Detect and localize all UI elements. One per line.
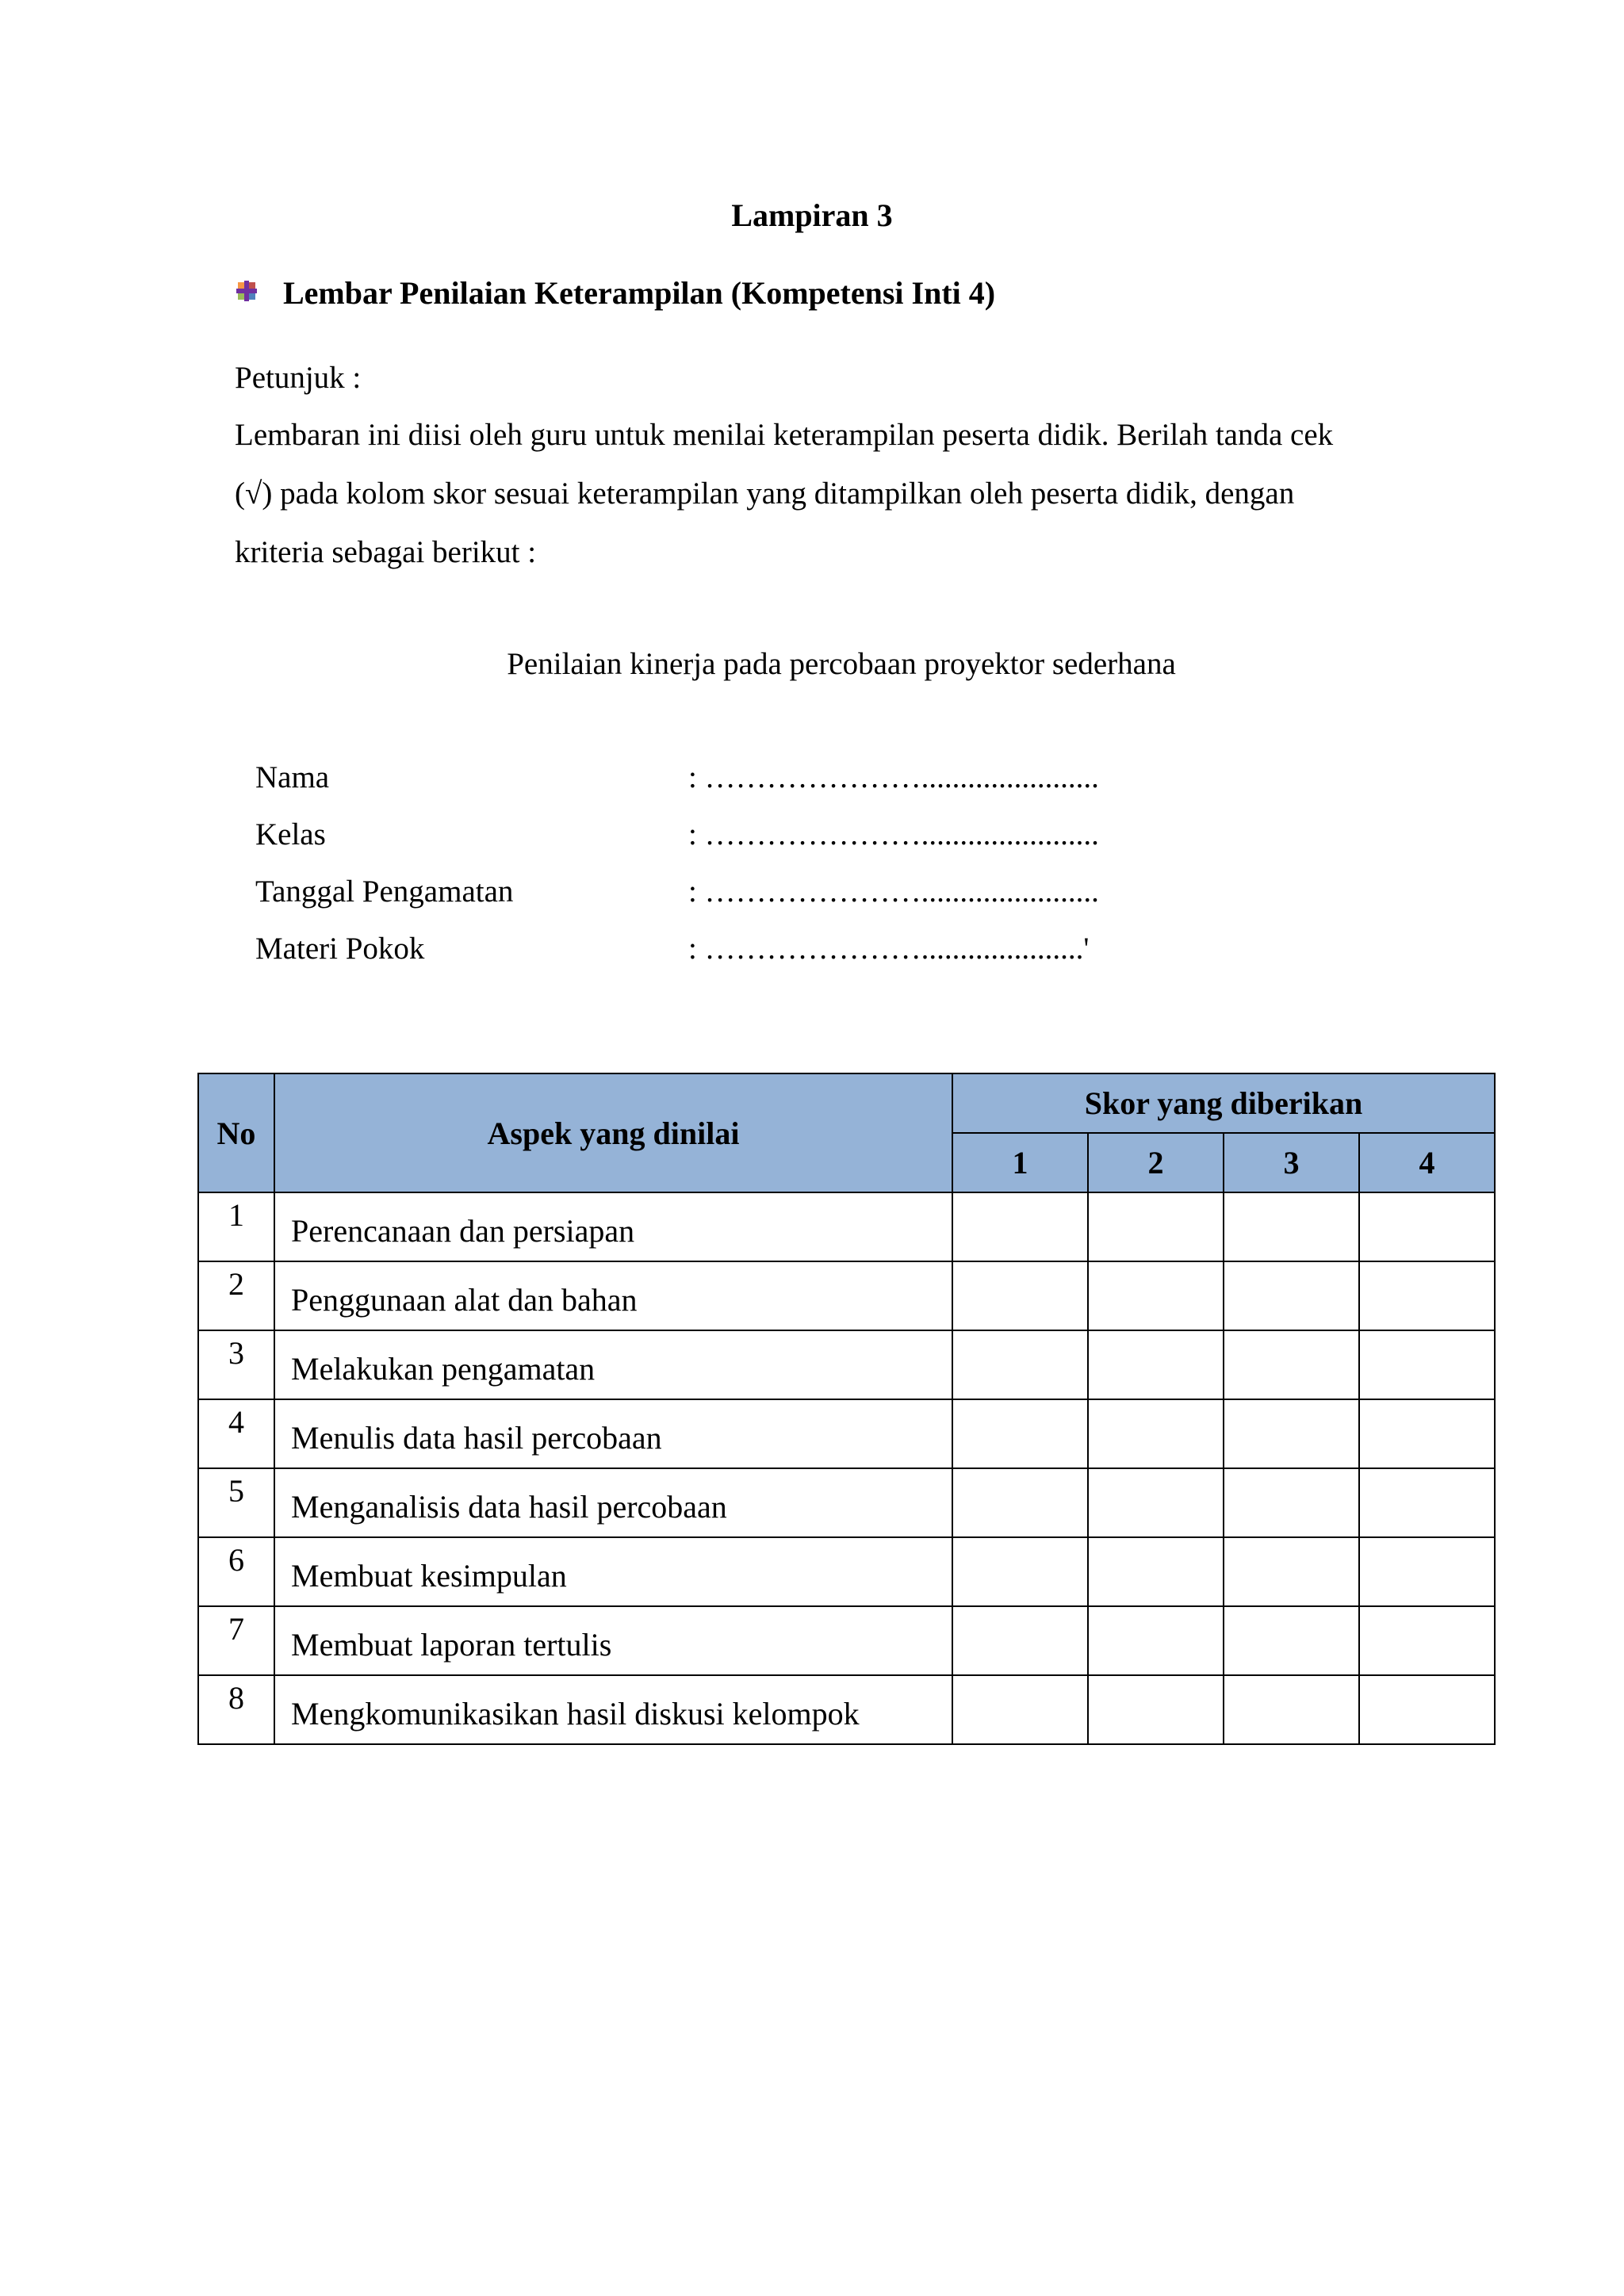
score-cell-2[interactable] [1088, 1606, 1224, 1675]
score-cell-4[interactable] [1359, 1330, 1495, 1399]
field-label-materi: Materi Pokok [255, 932, 425, 966]
score-cell-1[interactable] [952, 1330, 1088, 1399]
assessment-subtitle: Penilaian kinerja pada percobaan proyektor sederhana [507, 647, 1176, 681]
row-number: 8 [198, 1675, 274, 1744]
score-cell-3[interactable] [1224, 1675, 1359, 1744]
score-cell-3[interactable] [1224, 1261, 1359, 1330]
row-number: 1 [198, 1192, 274, 1261]
row-aspect: Penggunaan alat dan bahan [274, 1261, 952, 1330]
instructions-line-3: kriteria sebagai berikut : [235, 535, 537, 569]
score-cell-3[interactable] [1224, 1192, 1359, 1261]
score-cell-4[interactable] [1359, 1261, 1495, 1330]
table-row [198, 1261, 1495, 1330]
header-score-2: 2 [1088, 1133, 1224, 1192]
score-cell-4[interactable] [1359, 1192, 1495, 1261]
field-label-kelas: Kelas [255, 817, 326, 851]
score-cell-3[interactable] [1224, 1330, 1359, 1399]
row-aspect: Membuat kesimpulan [274, 1537, 952, 1606]
section-title: Lembar Penilaian Keterampilan (Kompetensi Inti 4) [283, 275, 996, 311]
score-cell-2[interactable] [1088, 1468, 1224, 1537]
score-cell-4[interactable] [1359, 1675, 1495, 1744]
field-value-nama: : …………………....................... [688, 760, 1099, 794]
score-table [197, 1073, 1496, 1745]
field-value-materi: : ………………….....................' [688, 932, 1090, 966]
row-number: 7 [198, 1606, 274, 1675]
table-row [198, 1675, 1495, 1744]
score-cell-4[interactable] [1359, 1468, 1495, 1537]
score-cell-4[interactable] [1359, 1606, 1495, 1675]
table-row [198, 1606, 1495, 1675]
score-cell-1[interactable] [952, 1468, 1088, 1537]
row-number: 6 [198, 1537, 274, 1606]
score-cell-3[interactable] [1224, 1537, 1359, 1606]
score-cell-4[interactable] [1359, 1399, 1495, 1468]
field-label-nama: Nama [255, 760, 330, 794]
header-score-3: 3 [1224, 1133, 1359, 1192]
field-value-kelas: : …………………....................... [688, 817, 1099, 851]
instructions-line-2: (√) pada kolom skor sesuai keterampilan yang ditampilkan oleh peserta didik, dengan [235, 476, 1295, 511]
score-cell-2[interactable] [1088, 1399, 1224, 1468]
score-cell-2[interactable] [1088, 1537, 1224, 1606]
row-number: 4 [198, 1399, 274, 1468]
header-score-4: 4 [1359, 1133, 1495, 1192]
header-aspect: Aspek yang dinilai [274, 1073, 952, 1192]
row-aspect: Membuat laporan tertulis [274, 1606, 952, 1675]
score-cell-3[interactable] [1224, 1468, 1359, 1537]
score-cell-1[interactable] [952, 1261, 1088, 1330]
score-cell-2[interactable] [1088, 1330, 1224, 1399]
header-score-group: Skor yang diberikan [952, 1073, 1495, 1133]
score-cell-1[interactable] [952, 1399, 1088, 1468]
row-number: 5 [198, 1468, 274, 1537]
row-aspect: Melakukan pengamatan [274, 1330, 952, 1399]
score-cell-4[interactable] [1359, 1537, 1495, 1606]
score-cell-1[interactable] [952, 1606, 1088, 1675]
score-cell-2[interactable] [1088, 1192, 1224, 1261]
row-number: 3 [198, 1330, 274, 1399]
score-cell-2[interactable] [1088, 1261, 1224, 1330]
row-aspect: Mengkomunikasikan hasil diskusi kelompok [274, 1675, 952, 1744]
colored-bullet-icon [235, 279, 259, 303]
row-aspect: Menulis data hasil percobaan [274, 1399, 952, 1468]
page-title: Lampiran 3 [731, 197, 893, 233]
row-number: 2 [198, 1261, 274, 1330]
instructions-line-1: Lembaran ini diisi oleh guru untuk menilai keterampilan peserta didik. Berilah tanda cek [235, 418, 1334, 452]
score-cell-1[interactable] [952, 1192, 1088, 1261]
field-value-tanggal: : …………………....................... [688, 874, 1099, 909]
table-row [198, 1468, 1495, 1537]
header-score-1: 1 [952, 1133, 1088, 1192]
score-cell-3[interactable] [1224, 1399, 1359, 1468]
row-aspect: Menganalisis data hasil percobaan [274, 1468, 952, 1537]
header-no: No [198, 1073, 274, 1192]
score-cell-3[interactable] [1224, 1606, 1359, 1675]
table-row [198, 1330, 1495, 1399]
row-aspect: Perencanaan dan persiapan [274, 1192, 952, 1261]
table-row [198, 1537, 1495, 1606]
score-cell-2[interactable] [1088, 1675, 1224, 1744]
score-cell-1[interactable] [952, 1675, 1088, 1744]
instructions-heading: Petunjuk : [235, 361, 362, 395]
field-label-tanggal: Tanggal Pengamatan [255, 874, 514, 909]
score-cell-1[interactable] [952, 1537, 1088, 1606]
table-row [198, 1192, 1495, 1261]
table-row [198, 1399, 1495, 1468]
